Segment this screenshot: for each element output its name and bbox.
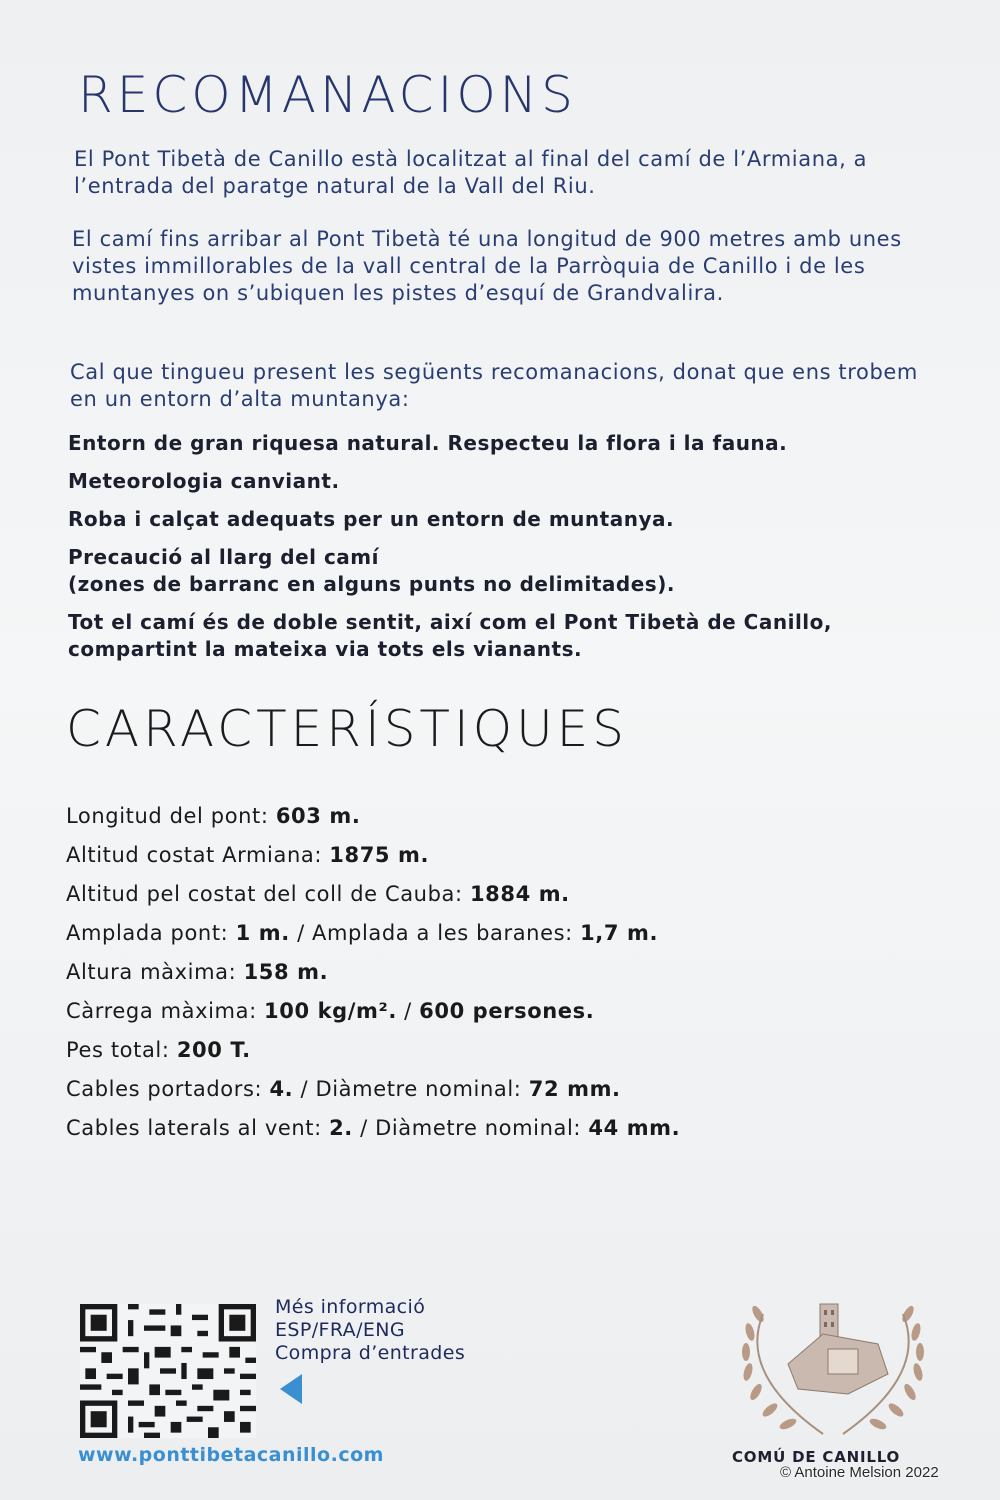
spec-row: Altitud costat Armiana: 1875 m. [66,843,430,867]
recommendation-item: Tot el camí és de doble sentit, així com el Pont Tibetà de Canillo, compartint la mateixa via tots els vianants. [68,610,832,661]
spec-row: Pes total: 200 T. [66,1038,251,1062]
spec-row: Amplada pont: 1 m. / Amplada a les baranes: 1,7 m. [66,921,659,945]
recommendation-item: Meteorologia canviant. [68,469,340,493]
info-line: Més informació [275,1296,426,1318]
emblem-label: COMÚ DE CANILLO [732,1448,901,1466]
path-paragraph: El camí fins arribar al Pont Tibetà té una longitud de 900 metres amb unes vistes immillorables de la vall central de la Parròquia de Canillo i de les muntanyes on s’ubiquen les pistes d’esquí de Grandvalira. [72,227,902,305]
caracteristiques-heading: CARACTERÍSTIQUES [66,700,628,758]
intro-paragraph: El Pont Tibetà de Canillo està localitzat al final del camí de l’Armiana, a l’entrada del paratge natural de la Vall del Riu. [74,147,868,198]
qr-code-icon[interactable] [80,1304,256,1438]
recommendation-subtext: (zones de barranc en alguns punts no delimitades). [68,572,675,596]
photo-credit: © Antoine Melsion 2022 [780,1464,939,1481]
specs-list [66,800,966,1151]
recommendation-item: Entorn de gran riquesa natural. Respecteu la flora i la fauna. [68,431,788,455]
recommendation-item: Roba i calçat adequats per un entorn de muntanya. [68,507,675,531]
canillo-emblem-icon [728,1294,938,1444]
spec-row: Altitud pel costat del coll de Cauba: 1884 m. [66,882,570,906]
spec-row: Cables laterals al vent: 2. / Diàmetre nominal: 44 mm. [66,1116,681,1140]
recommendation-item: Precaució al llarg del camí (zones de barranc en alguns punts no delimitades). [68,544,968,598]
info-line: Compra d’entrades [275,1342,466,1364]
info-line: ESP/FRA/ENG [275,1319,406,1341]
spec-row: Cables portadors: 4. / Diàmetre nominal: 72 mm. [66,1077,621,1101]
more-info-block [275,1296,465,1365]
website-link[interactable]: www.ponttibetacanillo.com [78,1444,384,1466]
spec-row: Longitud del pont: 603 m. [66,804,361,828]
recomanacions-heading: RECOMANACIONS [78,66,577,124]
arrow-left-icon [278,1372,304,1406]
recommendations-list [68,430,968,674]
recommendations-intro: Cal que tingueu present les següents recomanacions, donat que ens trobem en un entorn d’alta muntanya: [70,360,918,411]
spec-row: Altura màxima: 158 m. [66,960,329,984]
spec-row: Càrrega màxima: 100 kg/m². / 600 persones. [66,999,595,1023]
